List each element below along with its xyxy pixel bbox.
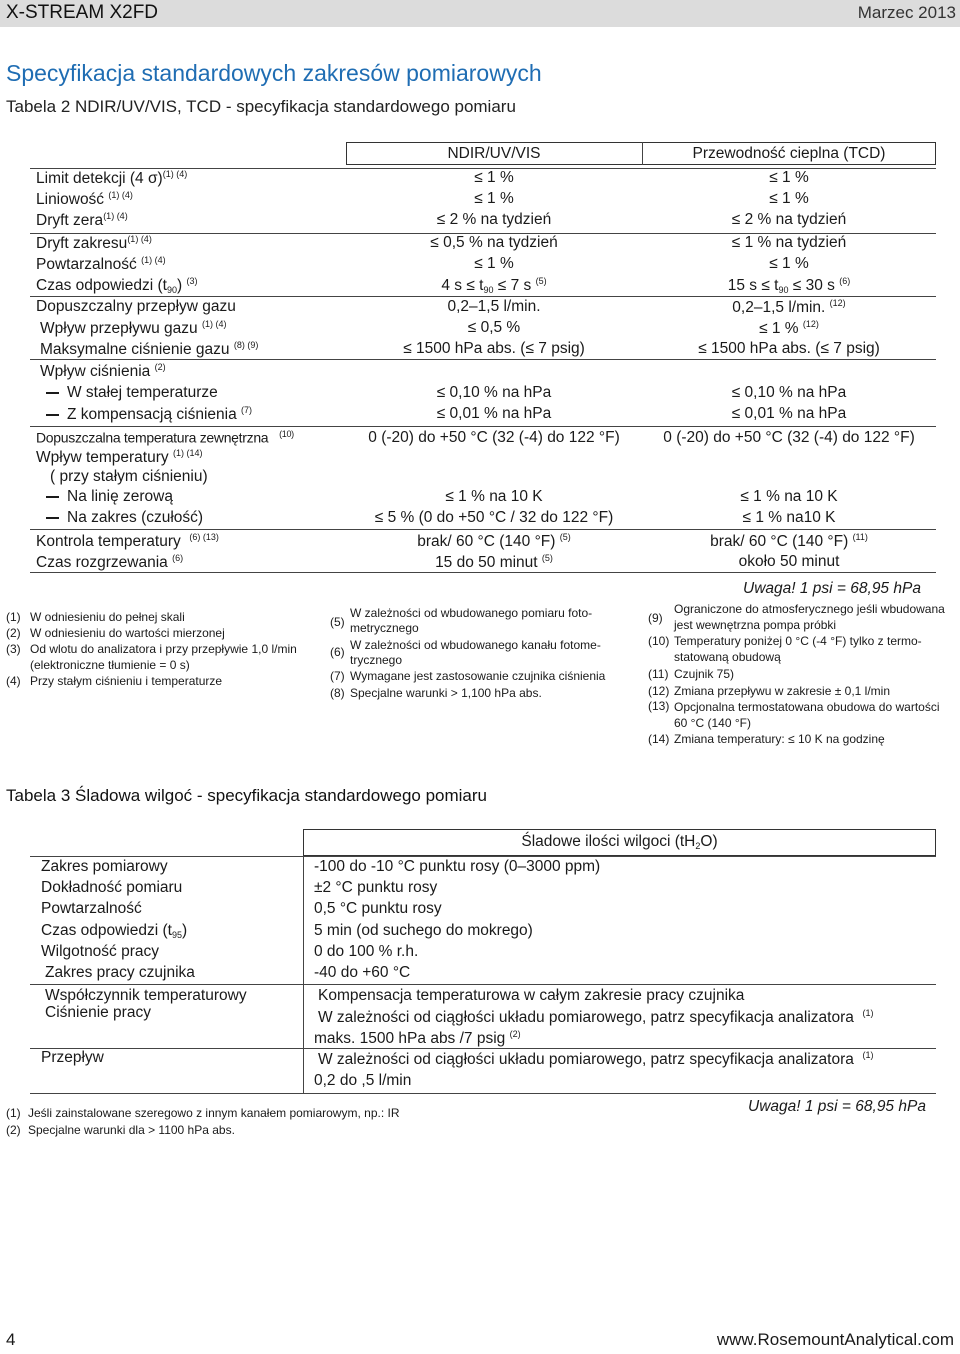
table2-row	[0, 210, 960, 231]
table3-row	[0, 899, 960, 920]
table2-row	[0, 254, 960, 275]
row-value-tcd: ≤ 1 % na 10 K	[740, 488, 838, 505]
table3-note: Uwaga! 1 psi = 68,95 hPa	[748, 1098, 926, 1115]
row-label: Na zakres (czułość)	[46, 509, 203, 527]
row-label: Wpływ ciśnienia $^{(2)}$	[40, 362, 166, 381]
table3-row	[0, 1071, 960, 1092]
row-value-ndir: ≤ 5 % (0 do +50 °C / 32 do 122 °F)	[374, 509, 614, 526]
row-value-ndir: 15 do 50 minut $^{(5)}$	[435, 553, 553, 572]
row-label: Powtarzalność $^{(1) (4)}$	[36, 255, 166, 274]
table2-row	[0, 428, 960, 449]
table3-row	[0, 1048, 960, 1069]
row-value: maks. 1500 hPa abs /7 psig $^{(2)}$	[314, 1029, 521, 1048]
dash-bullet	[46, 496, 59, 498]
row-label: Dryft zakresu$^{(1) (4)}$	[36, 234, 152, 253]
table2-row	[0, 318, 960, 339]
row-label: Czas odpowiedzi $(t_{90})$ $^{(3)}$	[36, 276, 198, 296]
table2-row	[0, 339, 960, 360]
table2-row	[0, 168, 960, 189]
table2-row	[0, 297, 960, 318]
row-value-ndir: ≤ 1500 hPa abs. (≤ 7 psig)	[403, 340, 585, 357]
row-value: 0 do 100 % r.h.	[314, 943, 419, 960]
table3-title: Tabela 3 Śladowa wilgoć - specyfikacja standardowego pomiaru	[6, 786, 487, 805]
row-label: Wilgotność pracy	[41, 943, 160, 960]
table2-title: Tabela 2 NDIR/UV/VIS, TCD - specyfikacja standardowego pomiaru	[6, 97, 516, 116]
table2-rule	[30, 529, 936, 530]
table3-row	[0, 857, 960, 878]
row-label: Czas odpowiedzi $(t_{95})$	[41, 922, 188, 940]
row-value-ndir: ≤ 0,10 % na hPa	[436, 384, 552, 401]
row-value-tcd: około 50 minut	[738, 553, 840, 570]
row-label: Kontrola temperatury $^{(6) (13)}$	[36, 532, 219, 551]
table2-note: Uwaga! 1 psi = 68,95 hPa	[743, 580, 921, 597]
row-value-tcd: ≤ 2 % na tydzień	[731, 211, 847, 228]
row-label: Dopuszczalna temperatura zewnętrzna $^{(10)}$	[36, 429, 294, 446]
table2-row	[0, 508, 960, 529]
table2-row	[0, 189, 960, 210]
table3-footnotes: (1) Jeśli zainstalowane szeregowo z innym kanałem pomiarowym, np.: IR (2) Specjalne warunki dla > 1100 hPa abs.	[6, 1106, 400, 1137]
table2-row	[0, 531, 960, 552]
row-value: W zależności od ciągłości układu pomiarowego, patrz specyfikacja analizatora $^{(1)}$	[318, 1008, 874, 1027]
dash-bullet	[46, 414, 59, 416]
row-label: W stałej temperaturze	[46, 384, 218, 402]
row-label: Dokładność pomiaru	[41, 879, 183, 896]
row-value-tcd: 15 $s \le t_{90} \le 30$ s $^{(6)}$	[727, 276, 851, 296]
row-value: 0,5 °C punktu rosy	[314, 900, 442, 917]
table2-row	[0, 275, 960, 296]
table2-row	[0, 404, 960, 425]
row-label: Limit detekcji (4 σ)$^{(1) (4)}$	[36, 169, 188, 188]
table3-rule	[30, 1093, 936, 1094]
row-value-tcd: ≤ 0,01 % na hPa	[731, 405, 847, 422]
row-label: Dryft zera$^{(1) (4)}$	[36, 211, 128, 230]
row-value-tcd: ≤ 1 %	[769, 169, 809, 186]
row-label: Powtarzalność	[41, 900, 142, 917]
section-title: Specyfikacja standardowych zakresów pomiarowych	[6, 60, 542, 86]
row-value: W zależności od ciągłości układu pomiarowego, patrz specyfikacja analizatora $^{(1)}$	[318, 1050, 874, 1069]
row-label: Dopuszczalny przepływ gazu	[36, 298, 236, 315]
dash-bullet	[46, 517, 59, 519]
row-label: Maksymalne ciśnienie gazu $^{(8) (9)}$	[40, 340, 259, 359]
document-date: Marzec 2013	[857, 3, 956, 22]
table2-footnotes-c: (9) Ograniczone do atmosferycznego jeśli wbudowana jest wewnętrzna pompa próbki (10) Temperatury poniżej 0 °C (-4 °F) tylko z termo- statowaną obudową (11) Czujnik 75) (12) Zmiana przepływu w zakresie ± 0,1 l/min (13) Opcjonalna termostatowana obudowa do wartości 60 °C (140 °F) (14) Zmiana temperatury: ≤ 10 K na godzinę	[648, 602, 945, 746]
row-value-ndir: ≤ 0,01 % na hPa	[436, 405, 552, 422]
row-value-tcd: 0 (-20) do +50 °C (32 (-4) do 122 °F)	[663, 429, 915, 446]
row-label: Współczynnik temperaturowy	[45, 987, 247, 1004]
table3-row	[0, 942, 960, 963]
row-value: Kompensacja temperaturowa w całym zakresie pracy czujnika	[318, 987, 745, 1004]
row-value-ndir: ≤ 1 %	[474, 190, 514, 207]
table3-col2-header: Śladowe ilości wilgoci $(tH_2O)$	[521, 833, 718, 851]
row-label: Przepływ	[41, 1049, 104, 1066]
row-value-ndir: 0 (-20) do +50 °C (32 (-4) do 122 °F)	[368, 429, 620, 446]
row-value-ndir: ≤ 2 % na tydzień	[436, 211, 552, 228]
row-value-tcd: ≤ 1 % na10 K	[742, 509, 836, 526]
table3-row	[0, 1028, 960, 1049]
row-value-ndir: 4 $s \le t_{90} \le 7$ s $^{(5)}$	[441, 276, 547, 296]
table2-rule	[30, 426, 936, 427]
table2-row	[0, 487, 960, 508]
row-label: ( przy stałym ciśnieniu)	[50, 468, 208, 485]
table3-row	[0, 1003, 960, 1027]
table2-col2-header: NDIR/UV/VIS	[447, 145, 541, 162]
row-value-tcd: ≤ 1 %	[769, 190, 809, 207]
row-label: Wpływ przepływu gazu $^{(1) (4)}$	[40, 319, 227, 338]
table2-col3-header: Przewodność cieplna (TCD)	[692, 145, 886, 162]
table2-footnotes-b: (5) W zależności od wbudowanego pomiaru foto- metrycznego (6) W zależności od wbudowanego kanału fotome- trycznego (7) Wymagane jest zastosowanie czujnika ciśnienia (8) Specjalne warunki > 1,100 hPa abs.	[330, 606, 606, 700]
row-value-tcd: ≤ 0,10 % na hPa	[731, 384, 847, 401]
row-value-ndir: ≤ 1 %	[474, 255, 514, 272]
row-value-tcd: ≤ 1 % na tydzień	[731, 234, 847, 251]
row-value-tcd: ≤ 1 %	[769, 255, 809, 272]
table3-row	[0, 878, 960, 899]
table2-row	[0, 447, 960, 468]
row-value: -40 do +60 °C	[314, 964, 411, 981]
row-label: Zakres pracy czujnika	[45, 964, 195, 981]
row-value-ndir: ≤ 0,5 % na tydzień	[430, 234, 558, 251]
table2-row	[0, 383, 960, 404]
row-label: Zakres pomiarowy	[41, 858, 168, 875]
table3-row	[0, 921, 960, 942]
row-label: Liniowość $^{(1) (4)}$	[36, 190, 133, 209]
row-value-ndir: ≤ 0,5 %	[467, 319, 521, 336]
row-label: Z kompensacją ciśnienia $^{(7)}$	[46, 405, 252, 424]
row-value-ndir: ≤ 1 %	[474, 169, 514, 186]
row-value: 0,2 do ,5 l/min	[314, 1072, 412, 1089]
row-label: Na linię zerową	[46, 488, 173, 506]
row-value: -100 do -10 °C punktu rosy (0–3000 ppm)	[314, 858, 601, 875]
document-title: X-STREAM X2FD	[6, 2, 159, 23]
row-value-ndir: brak/ 60 °C (140 °F) $^{(5)}$	[417, 532, 571, 551]
row-value-tcd: 0,2–1,5 l/min. $^{(12)}$	[732, 298, 846, 317]
table3-row	[0, 963, 960, 984]
website-link[interactable]: www.RosemountAnalytical.com	[716, 1330, 954, 1349]
page-number: 4	[6, 1330, 16, 1349]
table3-rule	[30, 984, 936, 985]
row-label: Ciśnienie pracy	[45, 1004, 151, 1021]
row-value-tcd: ≤ 1 % $^{(12)}$	[759, 319, 819, 338]
row-value-tcd: ≤ 1500 hPa abs. (≤ 7 psig)	[698, 340, 880, 357]
row-label: Czas rozgrzewania $^{(6)}$	[36, 553, 184, 572]
row-value-ndir: ≤ 1 % na 10 K	[445, 488, 543, 505]
row-value-ndir: 0,2–1,5 l/min.	[447, 298, 541, 315]
table2-footnotes-a: (1) W odniesieniu do pełnej skali (2) W odniesieniu do wartości mierzonej (3) Od wlotu do analizatora i przy przepływie 1,0 l/min (elektroniczne tłumienie = 0 s) (4) Przy stałym ciśnieniu i temperaturze	[6, 610, 297, 688]
table2-row	[0, 361, 960, 382]
dash-bullet	[46, 392, 59, 394]
table2-row	[0, 467, 960, 488]
row-label: Wpływ temperatury $^{(1) (14)}$	[36, 448, 203, 467]
table2-row	[0, 233, 960, 254]
row-value-tcd: brak/ 60 °C (140 °F) $^{(11)}$	[710, 532, 868, 551]
table2-row	[0, 552, 960, 573]
row-value: ±2 °C punktu rosy	[314, 879, 438, 896]
row-value: 5 min (od suchego do mokrego)	[314, 922, 533, 939]
